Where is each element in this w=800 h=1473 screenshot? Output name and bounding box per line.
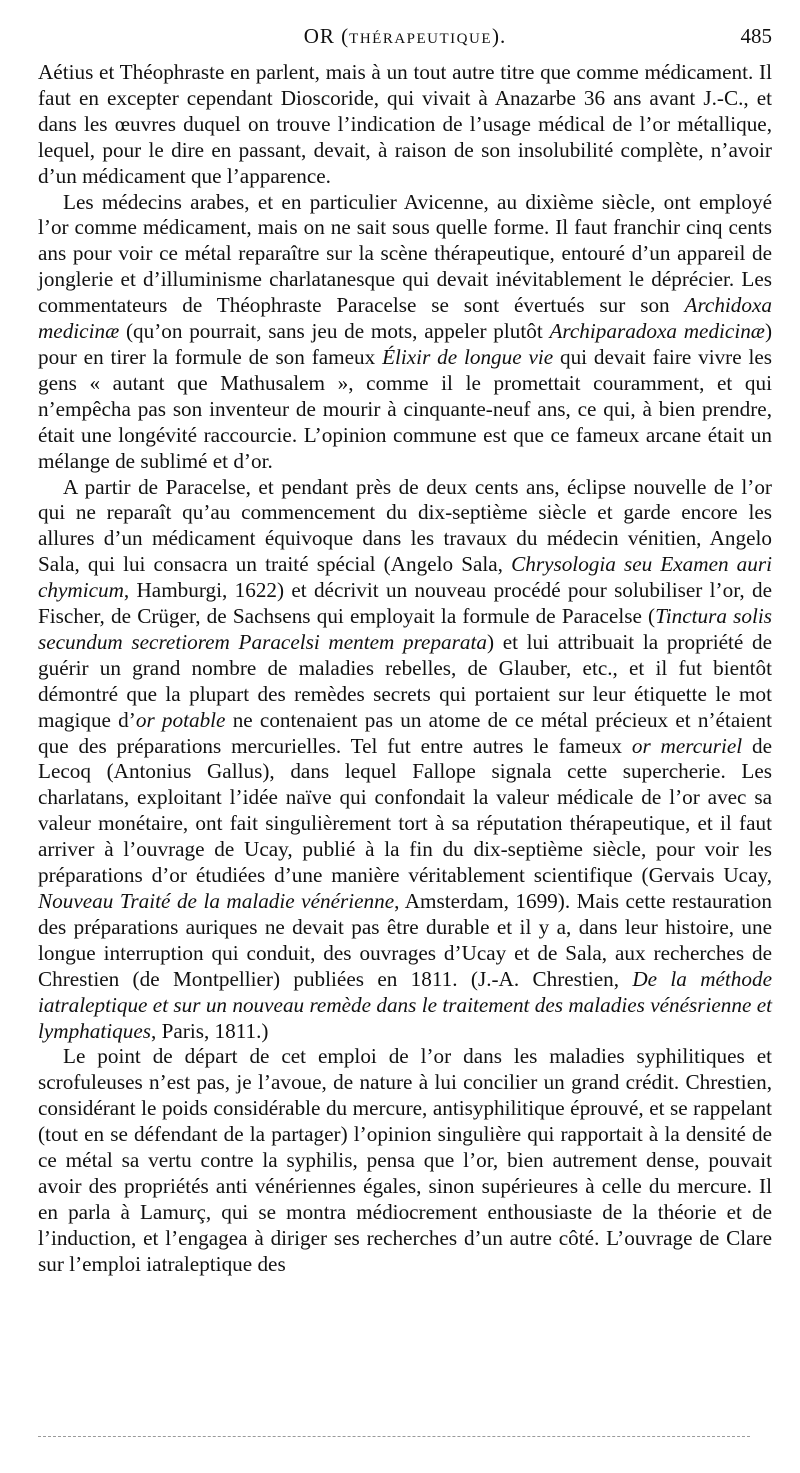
italic-title: Chrysologia seu Examen auri chymicum: [38, 552, 773, 603]
italic-title: Archiparadoxa medicinæ: [549, 319, 765, 344]
running-title-main: OR (: [303, 24, 350, 48]
body-text: [38, 60, 772, 1278]
text-run: qui devait faire vivre les gens « autant que Mathusalem », comme il le promettait couramment, et qui n’empêcha pas son inventeur de mourir à cinquante-neuf ans, ce qui, à bien prendre, était une longévité raccourcie. L’opinion commune est que ce fameux arcane était un mélange de sublimé et d’or.: [38, 344, 773, 473]
text-run: , Amsterdam, 1699). Mais cette restauration des préparations auriques ne devait pas être durable et il y a, dans leur histoire, une longue interruption qui conduit, des ouvrages d’Ucay et de Sala, aux recherches de Chrestien (de Montpellier) publiées en 1811. (J.-A. Chrestien,: [38, 889, 772, 991]
text-run: Le point de départ de cet emploi de l’or dans les maladies syphilitiques et scrofuleuses n’est pas, je l’avoue, de nature à lui concilier un grand crédit. Chrestien, considérant le poids considérable du mercure, antisyphilitique éprouvé, et se rappelant (tout en se défendant de la partager) l’opinion singulière qui rapportait à la densité de ce métal sa vertu contre la syphilis, pensa que l’or, bien autrement dense, pouvait avoir des propriétés anti vénériennes égales, sinon supérieures à celle du mercure. Il en parla à Lamurç, qui se montra médiocrement enthousiaste de la théorie et de l’induction, et l’engagea à diriger ses recherches d’un autre côté. L’ouvrage de Clare sur l’emploi iatraleptique des: [38, 1044, 772, 1276]
italic-title: Nouveau Traité de la maladie vénérienne: [38, 889, 395, 913]
text-run: (qu’on pourrait, sans jeu de mots, appeler plutôt: [119, 319, 550, 344]
text-run: Aétius et Théophraste en parlent, mais à un tout autre titre que comme médicament. Il faut en excepter cependant Dioscoride, qui vivait à Anazarbe 36 ans avant J.-C., et dans les œuvres duquel on trouve l’indication de l’usage médical de l’or métallique, lequel, pour le dire en passant, devait, à raison de son insolubilité complète, n’avoir d’un médicament que l’apparence.: [38, 60, 772, 188]
text-run: ne contenaient pas un atome de ce métal précieux et n’étaient que des préparations mercurielles. Tel fut entre autres le fameux: [38, 707, 772, 758]
text-run: , Hamburgi, 1622) et décrivit un nouveau procédé pour solubiliser l’or, de Fischer, de Crüger, de Sachsens qui employait la formule de Paracelse (: [38, 578, 772, 629]
paragraph: [38, 60, 772, 190]
text-run: ) pour en tirer la formule de son fameux: [38, 319, 772, 369]
text-run: de Lecoq (Antonius Gallus), dans lequel Fallope signala cette supercherie. Les charlatans, exploitant l’idée naïve qui confondait la valeur médicale de l’or avec sa valeur monétaire, ont fait singulièrement tort à sa réputation thérapeutique, et il faut arriver à l’ouvrage de Ucay, publié à la fin du dix-septième siècle, pour voir les préparations d’or étudiées d’une manière véritablement scientifique (Gervais Ucay,: [38, 733, 773, 888]
text-run: A partir de Paracelse, et pendant près de deux cents ans, éclipse nouvelle de l’or qui ne reparaît qu’au commencement du dix-septième siècle et garde encore les allures d’un médicament équivoque dans les travaux du médecin vénitien, Angelo Sala, qui lui consacra un traité spécial (Angelo Sala,: [38, 474, 772, 577]
text-run: Les médecins arabes, et en particulier Avicenne, au dixième siècle, ont employé l’or comme médicament, mais on ne sait sous quelle forme. Il faut franchir cinq cents ans pour voir ce métal reparaître sur la scène thérapeutique, entouré d’un appareil de jonglerie et d’illuminisme charlatanesque qui devait inévitablement le déprécier. Les commentateurs de Théophraste Paracelse se sont évertués sur son: [38, 189, 772, 318]
running-title: [38, 24, 772, 49]
paragraph: [38, 1044, 772, 1277]
running-title-small-caps: THÉRAPEUTIQUE: [349, 31, 492, 47]
page-number: 485: [740, 24, 772, 48]
running-head: [38, 24, 772, 54]
text-run: , Paris, 1811.): [150, 1018, 269, 1043]
text-run: ) et lui attribuait la propriété de guérir un grand nombre de maladies rebelles, de Glauber, etc., et il fut bientôt démontré que la plupart des remèdes secrets qui portaient sur leur étiquette le mot magique d’: [38, 629, 772, 732]
paragraph: [38, 190, 772, 475]
paragraph: [38, 475, 772, 1045]
italic-title: or potable: [135, 707, 226, 732]
italic-title: Élixir de longue vie: [382, 344, 554, 369]
italic-title: or mercuriel: [631, 733, 743, 758]
italic-title: De la méthode iatraleptique et sur un nouveau remède dans le traitement des maladies vénésrienne et lymphatiques: [38, 966, 772, 1043]
italic-title: Archidoxa medicinæ: [38, 293, 772, 344]
footer-rule: [38, 1436, 750, 1437]
running-title-end: ).: [492, 24, 507, 48]
italic-title: Tinctura solis secundum secretiorem Paracelsi mentem preparata: [38, 604, 772, 654]
